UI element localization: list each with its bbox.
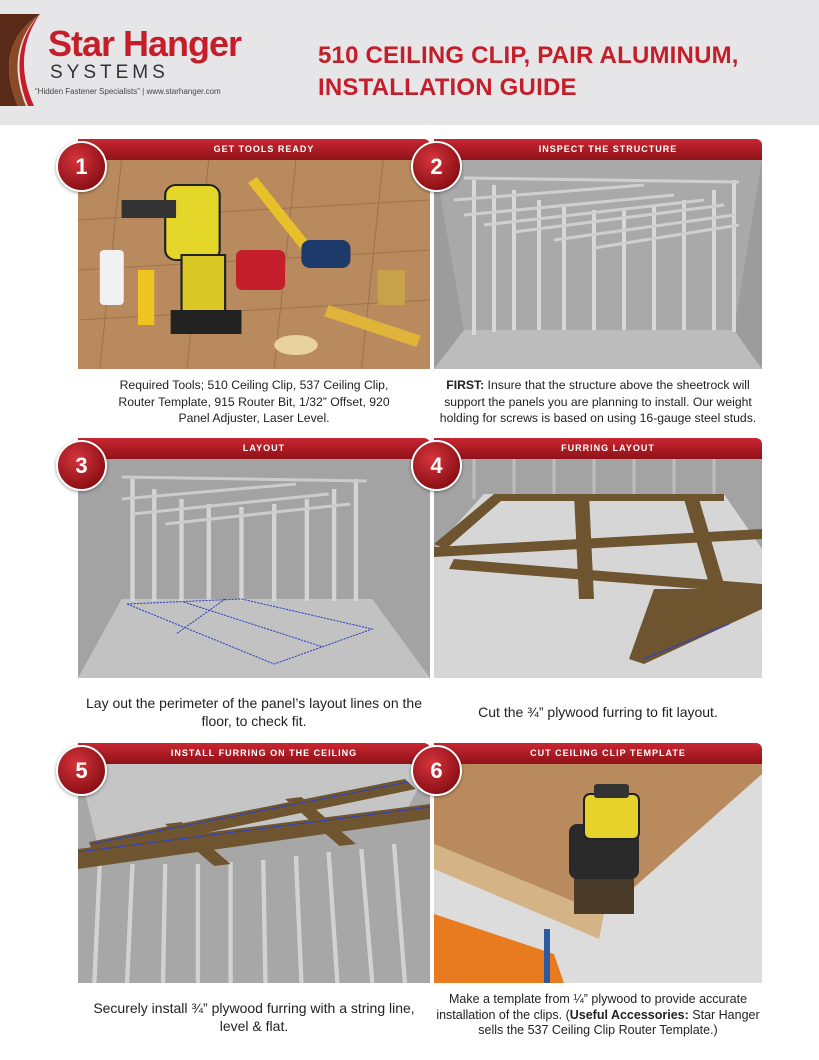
step-1-number-badge: 1 bbox=[56, 141, 107, 192]
step-6-heading: CUT CEILING CLIP TEMPLATE bbox=[434, 743, 762, 764]
step-2-number-badge: 2 bbox=[411, 141, 462, 192]
furring-layout-illustration bbox=[434, 459, 762, 678]
ceiling-furring-illustration bbox=[78, 764, 430, 983]
page-title-line2: INSTALLATION GUIDE bbox=[318, 74, 577, 101]
page-header bbox=[0, 0, 819, 125]
step-4-heading: FURRING LAYOUT bbox=[434, 438, 762, 459]
step-4 bbox=[434, 438, 762, 738]
brand-subtitle: SYSTEMS bbox=[50, 62, 169, 83]
step-6-caption bbox=[434, 992, 762, 1039]
step-2-heading: INSPECT THE STRUCTURE bbox=[434, 139, 762, 160]
brand-name: Star Hanger bbox=[48, 23, 242, 64]
step-3-number-badge: 3 bbox=[56, 440, 107, 491]
page-title-line1: 510 CEILING CLIP, PAIR ALUMINUM, bbox=[318, 42, 739, 69]
step-5-number-badge: 5 bbox=[56, 745, 107, 796]
step-2-caption-bold: FIRST: bbox=[446, 378, 485, 392]
step-1-heading: GET TOOLS READY bbox=[78, 139, 430, 160]
step-3-caption: Lay out the perimeter of the panel’s layout lines on the floor, to check fit. bbox=[86, 695, 422, 729]
step-1-caption: Required Tools; 510 Ceiling Clip, 537 Ceiling Clip, Router Template, 915 Router Bit, 1/32” Offset, 920 Panel Adjuster, Laser Level. bbox=[118, 378, 390, 425]
step-6-caption-bold: Useful Accessories: bbox=[569, 1007, 689, 1022]
brand-tagline: “Hidden Fastener Specialists” | www.starhanger.com bbox=[35, 87, 221, 96]
brand-swoosh-icon bbox=[0, 14, 40, 106]
structure-illustration bbox=[434, 160, 762, 369]
step-2-caption bbox=[434, 377, 762, 427]
page-title bbox=[318, 40, 739, 104]
step-6 bbox=[434, 743, 762, 1043]
step-2 bbox=[434, 139, 762, 439]
router-template-illustration bbox=[434, 764, 762, 983]
step-5-heading: INSTALL FURRING ON THE CEILING bbox=[78, 743, 430, 764]
layout-illustration bbox=[78, 459, 430, 678]
step-1 bbox=[78, 139, 430, 439]
step-2-caption-text: Insure that the structure above the sheetrock will support the panels you are planning to install. Our weight holding for screws is based on using 16-gauge steel studs. bbox=[439, 378, 757, 425]
step-4-caption: Cut the ¾” plywood furring to fit layout. bbox=[478, 704, 718, 720]
step-6-caption-pre: Make a template from ¼” plywood to provide accurate installation of the clips. ( bbox=[436, 992, 748, 1022]
tools-illustration bbox=[78, 160, 430, 369]
step-6-number-badge: 6 bbox=[411, 745, 462, 796]
step-5-caption: Securely install ¾” plywood furring with a string line, level & flat. bbox=[93, 1000, 415, 1034]
step-5 bbox=[78, 743, 430, 1043]
step-3-heading: LAYOUT bbox=[78, 438, 430, 459]
step-3 bbox=[78, 438, 430, 738]
step-4-number-badge: 4 bbox=[411, 440, 462, 491]
step-6-caption-post: Star Hanger sells the 537 Ceiling Clip Router Template.) bbox=[478, 1007, 760, 1037]
